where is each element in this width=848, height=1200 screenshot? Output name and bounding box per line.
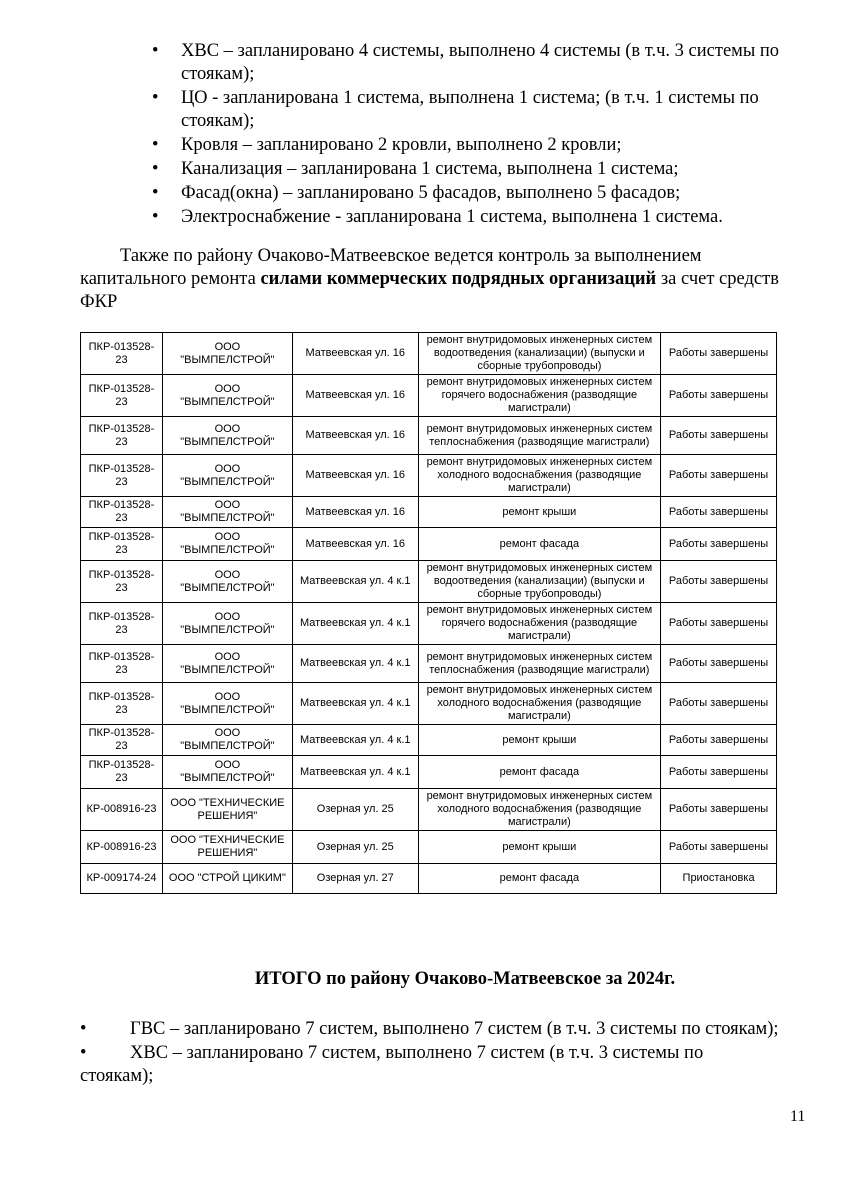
work-type-cell: ремонт фасада [418,756,660,789]
table-row [81,831,777,864]
work-type-cell: ремонт внутридомовых инженерных систем теплоснабжения (разводящие магистрали) [418,645,660,683]
contract-number-cell: ПКР-013528-23 [81,333,163,375]
works-table [80,332,777,894]
work-summary-text: ХВС – запланировано 4 системы, выполнено 4 системы (в т.ч. 3 системы по стоякам); [181,41,780,84]
address-cell: Матвеевская ул. 16 [292,528,418,561]
address-cell: Матвеевская ул. 16 [292,375,418,417]
work-type-cell: ремонт внутридомовых инженерных систем горячего водоснабжения (разводящие магистрали) [418,375,660,417]
work-type-cell: ремонт фасада [418,528,660,561]
commercial-contractors-paragraph [80,245,780,314]
contractor-cell: ООО "ВЫМПЕЛСТРОЙ" [162,561,292,603]
address-cell: Матвеевская ул. 16 [292,333,418,375]
contractor-cell: ООО "ВЫМПЕЛСТРОЙ" [162,725,292,756]
address-cell: Матвеевская ул. 4 к.1 [292,603,418,645]
status-cell: Работы завершены [661,528,777,561]
page-number: 11 [790,1108,806,1125]
work-summary-text: Фасад(окна) – запланировано 5 фасадов, выполнено 5 фасадов; [181,183,681,203]
contract-number-cell: КР-009174-24 [81,864,163,894]
paragraph-text-end: за счет средств ФКР [80,269,779,312]
work-summary-text: ЦО - запланирована 1 система, выполнена 1 система; (в т.ч. 1 системы по стоякам); [181,88,759,131]
work-type-cell: ремонт внутридомовых инженерных систем холодного водоснабжения (разводящие магистрали) [418,683,660,725]
table-row [81,417,777,455]
work-summary-item [152,206,822,229]
address-cell: Матвеевская ул. 16 [292,417,418,455]
work-summary-text: Кровля – запланировано 2 кровли, выполнено 2 кровли; [181,135,622,155]
contract-number-cell: ПКР-013528-23 [81,725,163,756]
work-type-cell: ремонт внутридомовых инженерных систем водоотведения (канализации) (выпуски и сборные трубопроводы) [418,561,660,603]
work-summary-item [152,87,822,133]
table-row [81,789,777,831]
contractor-cell: ООО "ВЫМПЕЛСТРОЙ" [162,756,292,789]
bullet-marker: • [152,159,159,179]
work-summary-item [152,182,822,205]
contractor-cell: ООО "СТРОЙ ЦИКИМ" [162,864,292,894]
bullet-marker: • [152,207,159,227]
work-type-cell: ремонт внутридомовых инженерных систем теплоснабжения (разводящие магистрали) [418,417,660,455]
contractor-cell: ООО "ВЫМПЕЛСТРОЙ" [162,683,292,725]
status-cell: Работы завершены [661,756,777,789]
address-cell: Озерная ул. 25 [292,831,418,864]
contract-number-cell: ПКР-013528-23 [81,561,163,603]
contractor-cell: ООО "ВЫМПЕЛСТРОЙ" [162,333,292,375]
status-cell: Работы завершены [661,375,777,417]
table-row [81,333,777,375]
bullet-marker: • [152,88,159,108]
work-type-cell: ремонт крыши [418,831,660,864]
contract-number-cell: ПКР-013528-23 [81,417,163,455]
work-summary-text: Канализация – запланирована 1 система, выполнена 1 система; [181,159,679,179]
contract-number-cell: КР-008916-23 [81,789,163,831]
bullet-marker: • [152,41,159,61]
table-row [81,528,777,561]
table-row [81,561,777,603]
work-type-cell: ремонт внутридомовых инженерных систем холодного водоснабжения (разводящие магистрали) [418,455,660,497]
contractor-cell: ООО "ВЫМПЕЛСТРОЙ" [162,375,292,417]
address-cell: Матвеевская ул. 4 к.1 [292,561,418,603]
address-cell: Матвеевская ул. 4 к.1 [292,725,418,756]
contractor-cell: ООО "ВЫМПЕЛСТРОЙ" [162,528,292,561]
status-cell: Приостановка [661,864,777,894]
status-cell: Работы завершены [661,333,777,375]
status-cell: Работы завершены [661,725,777,756]
address-cell: Озерная ул. 27 [292,864,418,894]
total-item [80,1018,780,1041]
total-item [80,1042,780,1088]
status-cell: Работы завершены [661,417,777,455]
work-summary-item [152,134,822,157]
address-cell: Матвеевская ул. 4 к.1 [292,756,418,789]
status-cell: Работы завершены [661,831,777,864]
bullet-marker: • [152,135,159,155]
work-summary-item [152,40,822,86]
table-row [81,645,777,683]
address-cell: Матвеевская ул. 4 к.1 [292,683,418,725]
table-row [81,756,777,789]
total-item-text: ХВС – запланировано 7 систем, выполнено 7 систем (в т.ч. 3 системы по стоякам); [80,1043,704,1086]
work-type-cell: ремонт внутридомовых инженерных систем горячего водоснабжения (разводящие магистрали) [418,603,660,645]
work-summary-item [152,158,822,181]
contractor-cell: ООО "ВЫМПЕЛСТРОЙ" [162,417,292,455]
table-row [81,497,777,528]
address-cell: Матвеевская ул. 4 к.1 [292,645,418,683]
status-cell: Работы завершены [661,455,777,497]
contract-number-cell: ПКР-013528-23 [81,756,163,789]
status-cell: Работы завершены [661,603,777,645]
bullet-marker: • [80,1019,87,1039]
address-cell: Матвеевская ул. 16 [292,497,418,528]
contractor-cell: ООО "ТЕХНИЧЕСКИЕ РЕШЕНИЯ" [162,789,292,831]
work-summary-list [152,40,822,230]
table-row [81,725,777,756]
work-type-cell: ремонт внутридомовых инженерных систем водоотведения (канализации) (выпуски и сборные трубопроводы) [418,333,660,375]
contractor-cell: ООО "ВЫМПЕЛСТРОЙ" [162,603,292,645]
contract-number-cell: ПКР-013528-23 [81,603,163,645]
paragraph-text: Также по району Очаково-Матвеевское ведется контроль за выполнением капитального ремонта [80,246,702,289]
table-row [81,683,777,725]
work-type-cell: ремонт внутридомовых инженерных систем холодного водоснабжения (разводящие магистрали) [418,789,660,831]
work-type-cell: ремонт фасада [418,864,660,894]
table-row [81,455,777,497]
status-cell: Работы завершены [661,789,777,831]
contract-number-cell: ПКР-013528-23 [81,683,163,725]
table-row [81,375,777,417]
total-title: ИТОГО по району Очаково-Матвеевское за 2024г. [254,969,676,989]
bullet-marker: • [80,1043,87,1063]
address-cell: Матвеевская ул. 16 [292,455,418,497]
status-cell: Работы завершены [661,683,777,725]
total-item-text: ГВС – запланировано 7 систем, выполнено 7 систем (в т.ч. 3 системы по стоякам); [130,1019,779,1039]
work-type-cell: ремонт крыши [418,725,660,756]
contractor-cell: ООО "ВЫМПЕЛСТРОЙ" [162,645,292,683]
paragraph-bold-text: силами коммерческих подрядных организаций [260,269,657,289]
contractor-cell: ООО "ВЫМПЕЛСТРОЙ" [162,497,292,528]
contract-number-cell: ПКР-013528-23 [81,455,163,497]
status-cell: Работы завершены [661,561,777,603]
contract-number-cell: ПКР-013528-23 [81,375,163,417]
contract-number-cell: ПКР-013528-23 [81,645,163,683]
table-row [81,864,777,894]
contractor-cell: ООО "ВЫМПЕЛСТРОЙ" [162,455,292,497]
contract-number-cell: ПКР-013528-23 [81,528,163,561]
work-type-cell: ремонт крыши [418,497,660,528]
address-cell: Озерная ул. 25 [292,789,418,831]
totals-list [80,1018,780,1089]
status-cell: Работы завершены [661,645,777,683]
work-summary-text: Электроснабжение - запланирована 1 система, выполнена 1 система. [181,207,723,227]
contract-number-cell: ПКР-013528-23 [81,497,163,528]
contract-number-cell: КР-008916-23 [81,831,163,864]
bullet-marker: • [152,183,159,203]
status-cell: Работы завершены [661,497,777,528]
contractor-cell: ООО "ТЕХНИЧЕСКИЕ РЕШЕНИЯ" [162,831,292,864]
table-row [81,603,777,645]
